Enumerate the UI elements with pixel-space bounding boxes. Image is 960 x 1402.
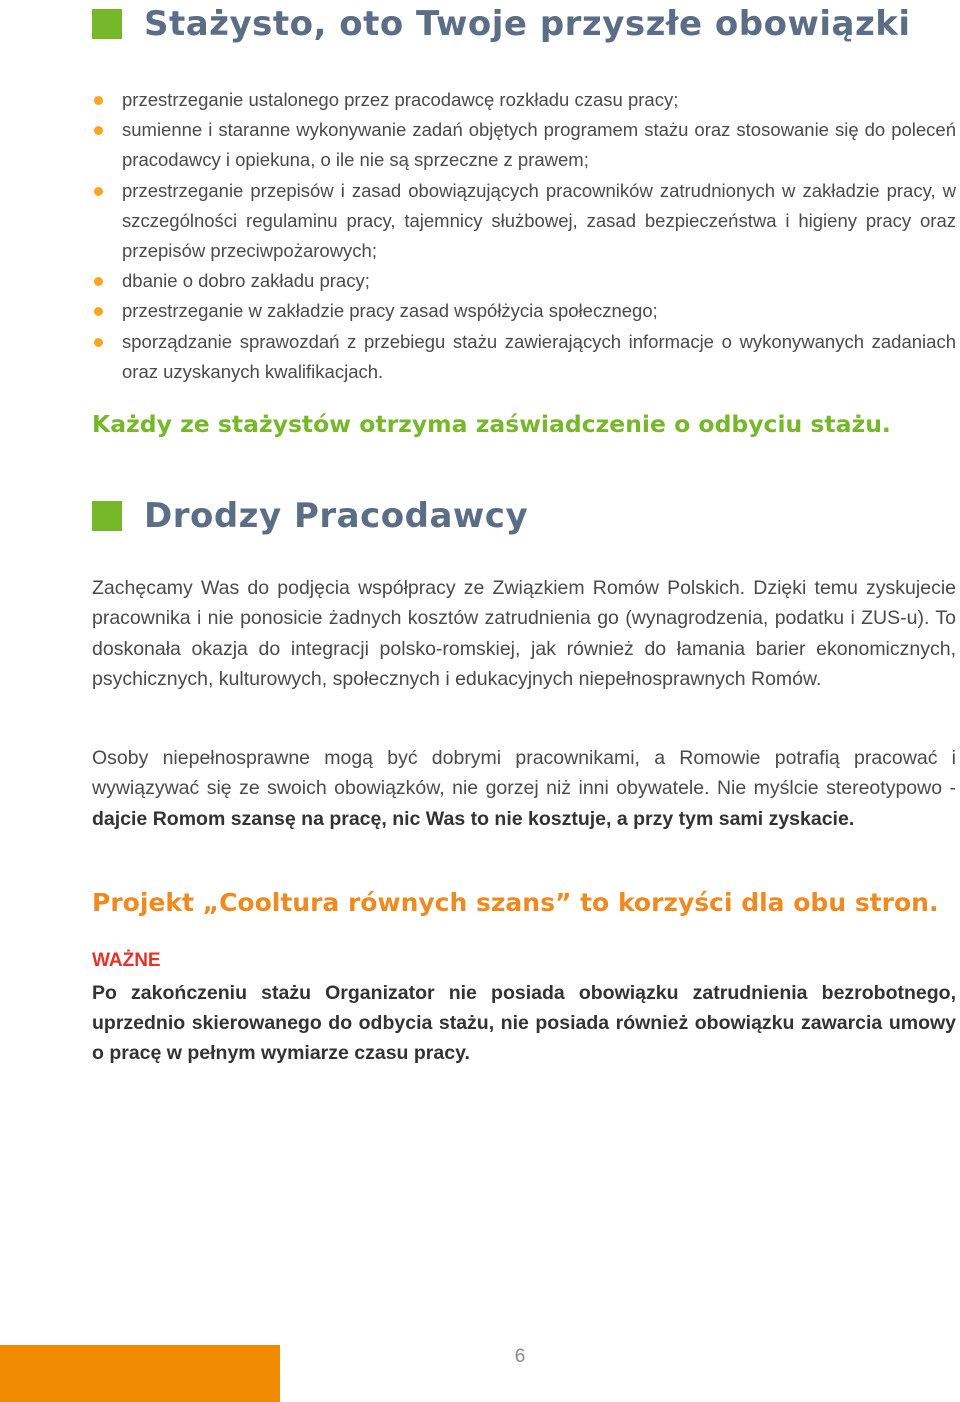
list-item: przestrzeganie przepisów i zasad obowiązujących pracowników zatrudnionych w zakładzie pracy, w szczególności regulaminu pracy, tajemnicy służbowej, zasad bezpieczeństwa i higieny pracy oraz przepisów przeciwpożarowych;: [92, 176, 956, 267]
page-number: 6: [514, 1346, 526, 1367]
footer-accent-bar: [0, 1345, 280, 1402]
bullet-icon: [94, 307, 103, 316]
project-callout: Projekt „Cooltura równych szans” to korzyści dla obu stron.: [92, 888, 939, 917]
section-title: Stażysto, oto Twoje przyszłe obowiązki: [144, 4, 911, 44]
paragraph-bold-text: dajcie Romom szansę na pracę, nic Was to nie kosztuje, a przy tym sami zyskacie.: [92, 807, 855, 830]
bullet-icon: [94, 187, 103, 196]
paragraph-text: Osoby niepełnosprawne mogą być dobrymi pracownikami, a Romowie potrafią pracować i wywiązywać się ze swoich obowiązków, nie gorzej niż inni obywatele. Nie myślcie stereotypowo -: [92, 747, 956, 800]
section-heading-employers: [92, 496, 528, 536]
important-label: WAŻNE: [92, 950, 161, 971]
list-item: sumienne i staranne wykonywanie zadań objętych programem stażu oraz stosowanie się do poleceń pracodawcy i opiekuna, o ile nie są sprzeczne z prawem;: [92, 115, 956, 175]
important-text: Po zakończeniu stażu Organizator nie posiada obowiązku zatrudnienia bezrobotnego, uprzednio skierowanego do odbycia stażu, nie posiada również obowiązku zawarcia umowy o pracę w pełnym wymiarze czasu pracy.: [92, 982, 956, 1064]
bullet-icon: [94, 277, 103, 286]
list-item: dbanie o dobro zakładu pracy;: [92, 266, 956, 296]
duties-list: [92, 85, 956, 387]
section-heading-duties: [92, 4, 911, 44]
certificate-callout: Każdy ze stażystów otrzyma zaświadczenie o odbyciu stażu.: [92, 410, 891, 438]
list-item: przestrzeganie w zakładzie pracy zasad współżycia społecznego;: [92, 296, 956, 326]
bullet-icon: [94, 338, 103, 347]
list-item: sporządzanie sprawozdań z przebiegu stażu zawierających informacje o wykonywanych zadaniach oraz uzyskanych kwalifikacjach.: [92, 327, 956, 387]
employers-paragraph-2: [92, 743, 956, 834]
green-square-icon: [92, 501, 122, 531]
list-item: przestrzeganie ustalonego przez pracodawcę rozkładu czasu pracy;: [92, 85, 956, 115]
section-title: Drodzy Pracodawcy: [144, 496, 529, 536]
green-square-icon: [92, 9, 122, 39]
bullet-icon: [94, 126, 103, 135]
bullet-icon: [94, 96, 103, 105]
employers-paragraph: Zachęcamy Was do podjęcia współpracy ze Związkiem Romów Polskich. Dzięki temu zyskujecie pracownika i nie ponosicie żadnych kosztów zatrudnienia go (wynagrodzenia, podatku i ZUS-u). To doskonała okazja do integracji polsko-romskiej, jak również do łamania barier ekonomicznych, psychicznych, kulturowych, społecznych i edukacyjnych niepełnosprawnych Romów.: [92, 577, 956, 690]
